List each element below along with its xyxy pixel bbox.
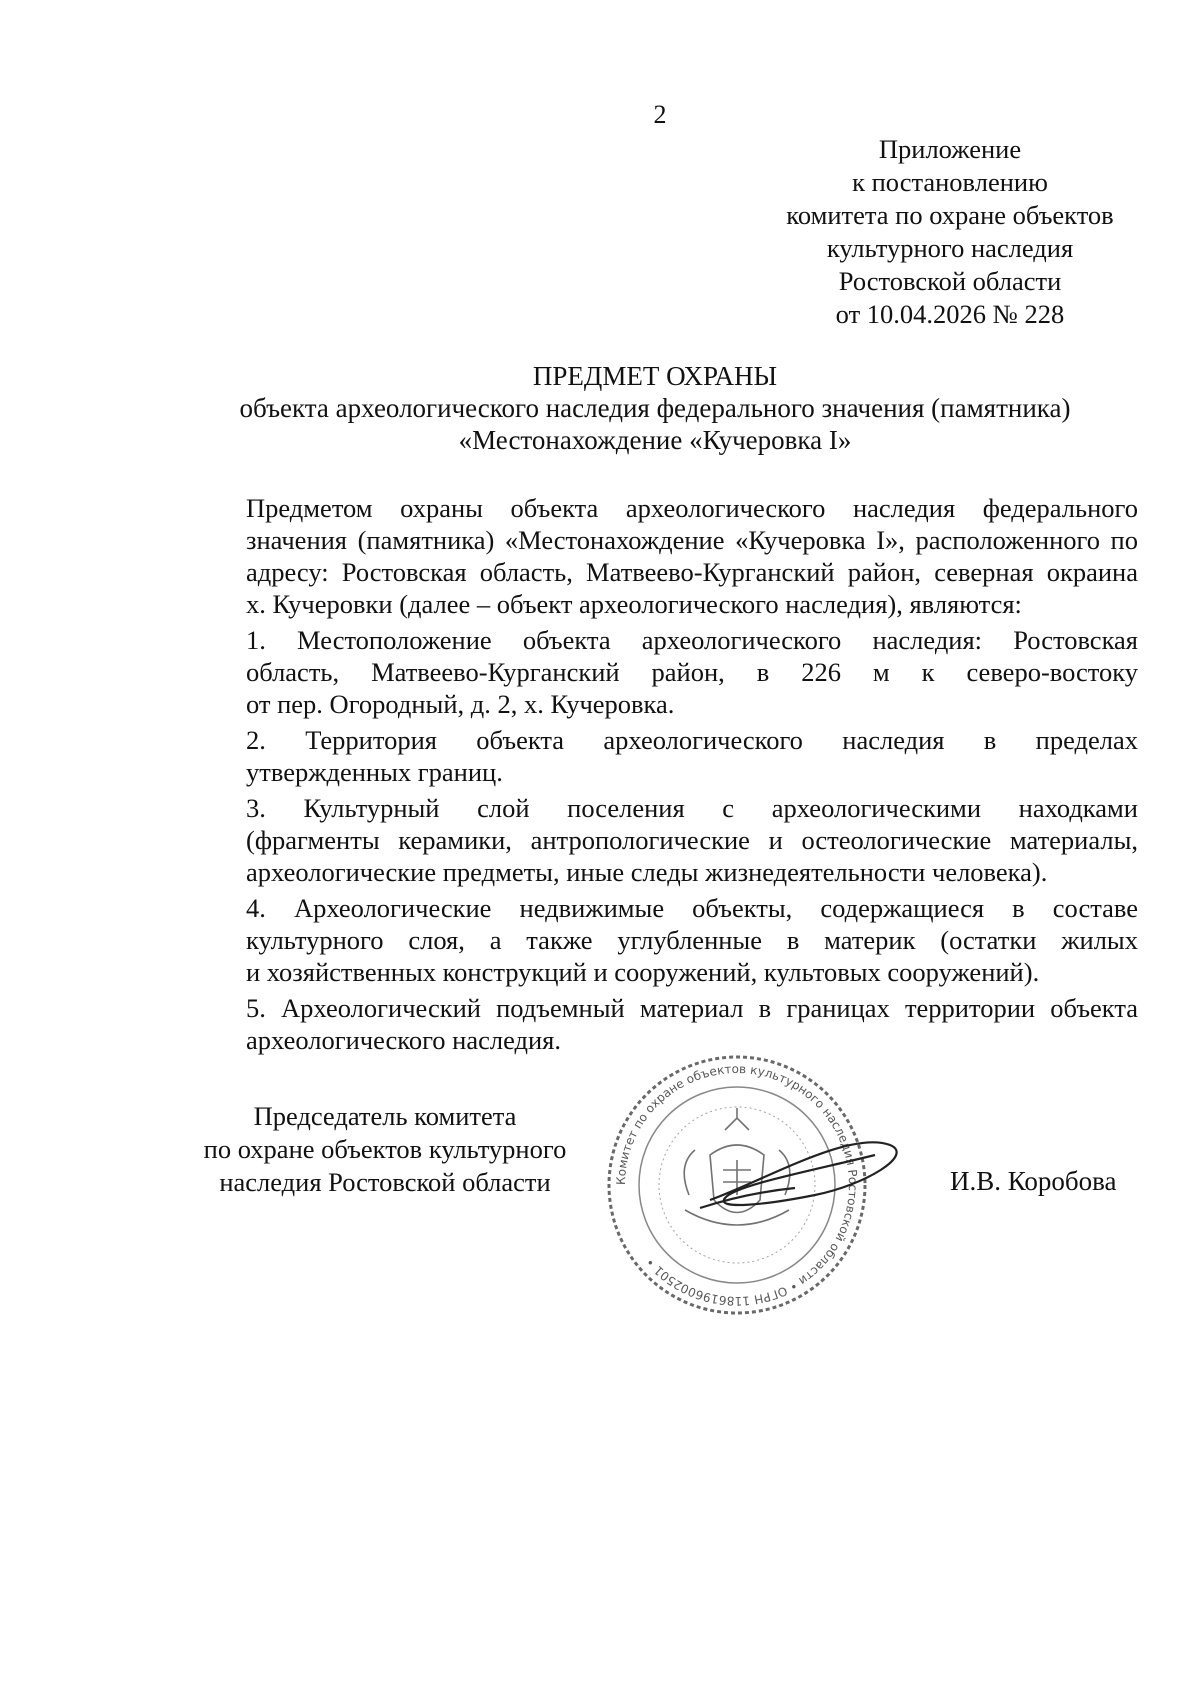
appendix-line: от 10.04.2026 № 228 xyxy=(835,299,1065,329)
list-item-2 xyxy=(172,724,1138,788)
page-number: 2 xyxy=(653,100,667,129)
text-line: 5. Археологический подъемный материал в границах территории объекта xyxy=(246,993,1138,1023)
text-line: область, Матвеево-Курганский район, в 226 м к северо-востоку xyxy=(246,657,1138,687)
text-line: утвержденных границ. xyxy=(246,757,503,787)
position-line: наследия Ростовской области xyxy=(219,1167,551,1197)
seal-stamp-graphic xyxy=(615,1060,915,1320)
text-line: археологические предметы, иные следы жизнедеятельности человека). xyxy=(246,857,1048,887)
position-line: по охране объектов культурного xyxy=(203,1134,567,1164)
appendix-line: Ростовской области xyxy=(838,266,1062,296)
list-item-4 xyxy=(172,892,1138,988)
list-item-3 xyxy=(172,792,1138,888)
intro-paragraph xyxy=(172,492,1138,620)
text-line: адресу: Ростовская область, Матвеево-Курганский район, северная окраина xyxy=(246,557,1138,587)
text-line: 4. Археологические недвижимые объекты, содержащиеся в составе xyxy=(246,893,1138,923)
text-line: 3. Культурный слой поселения с археологическими находками xyxy=(246,793,1138,823)
appendix-line: культурного наследия xyxy=(826,233,1074,263)
text-line: культурного слоя, а также углубленные в материк (остатки жилых xyxy=(246,925,1138,955)
signature-icon xyxy=(700,1142,897,1208)
text-line: (фрагменты керамики, антропологические и остеологические материалы, xyxy=(246,825,1138,855)
list-item-5 xyxy=(172,992,1138,1056)
appendix-header xyxy=(765,133,1135,331)
text-line: и хозяйственных конструкций и сооружений, культовых сооружений). xyxy=(246,957,1040,987)
text-line: значения (памятника) «Местонахождение «Кучеровка I», расположенного по xyxy=(246,525,1138,555)
document-body xyxy=(172,492,1138,1060)
document-title xyxy=(172,360,1138,456)
list-item-1 xyxy=(172,624,1138,720)
appendix-line: к постановлению xyxy=(852,167,1048,197)
text-line: Предметом охраны объекта археологического наследия федерального xyxy=(246,493,1138,523)
title-subtitle: объекта археологического наследия федерального значения (памятника) xyxy=(239,393,1071,423)
text-line: 1. Местоположение объекта археологического наследия: Ростовская xyxy=(246,625,1138,655)
signatory-name: И.В. Коробова xyxy=(950,1166,1117,1196)
text-line: х. Кучеровки (далее – объект археологического наследия), являются: xyxy=(246,589,1022,619)
text-line: от пер. Огородный, д. 2, х. Кучеровка. xyxy=(246,689,675,719)
appendix-line: Приложение xyxy=(878,134,1022,164)
signatory-position xyxy=(175,1100,595,1199)
seal-ring-text: Комитет по охране объектов культурного наследия Ростовской области • ОГРН 1186196002501 • xyxy=(613,1061,861,1309)
title-object-name: «Местонахождение «Кучеровка I» xyxy=(458,425,852,455)
text-line: археологического наследия. xyxy=(246,1025,561,1055)
official-seal xyxy=(615,1060,915,1320)
appendix-line: комитета по охране объектов xyxy=(786,200,1114,230)
position-line: Председатель комитета xyxy=(253,1101,517,1131)
text-line: 2. Территория объекта археологического наследия в пределах xyxy=(246,725,1138,755)
title-heading: ПРЕДМЕТ ОХРАНЫ xyxy=(532,361,778,391)
